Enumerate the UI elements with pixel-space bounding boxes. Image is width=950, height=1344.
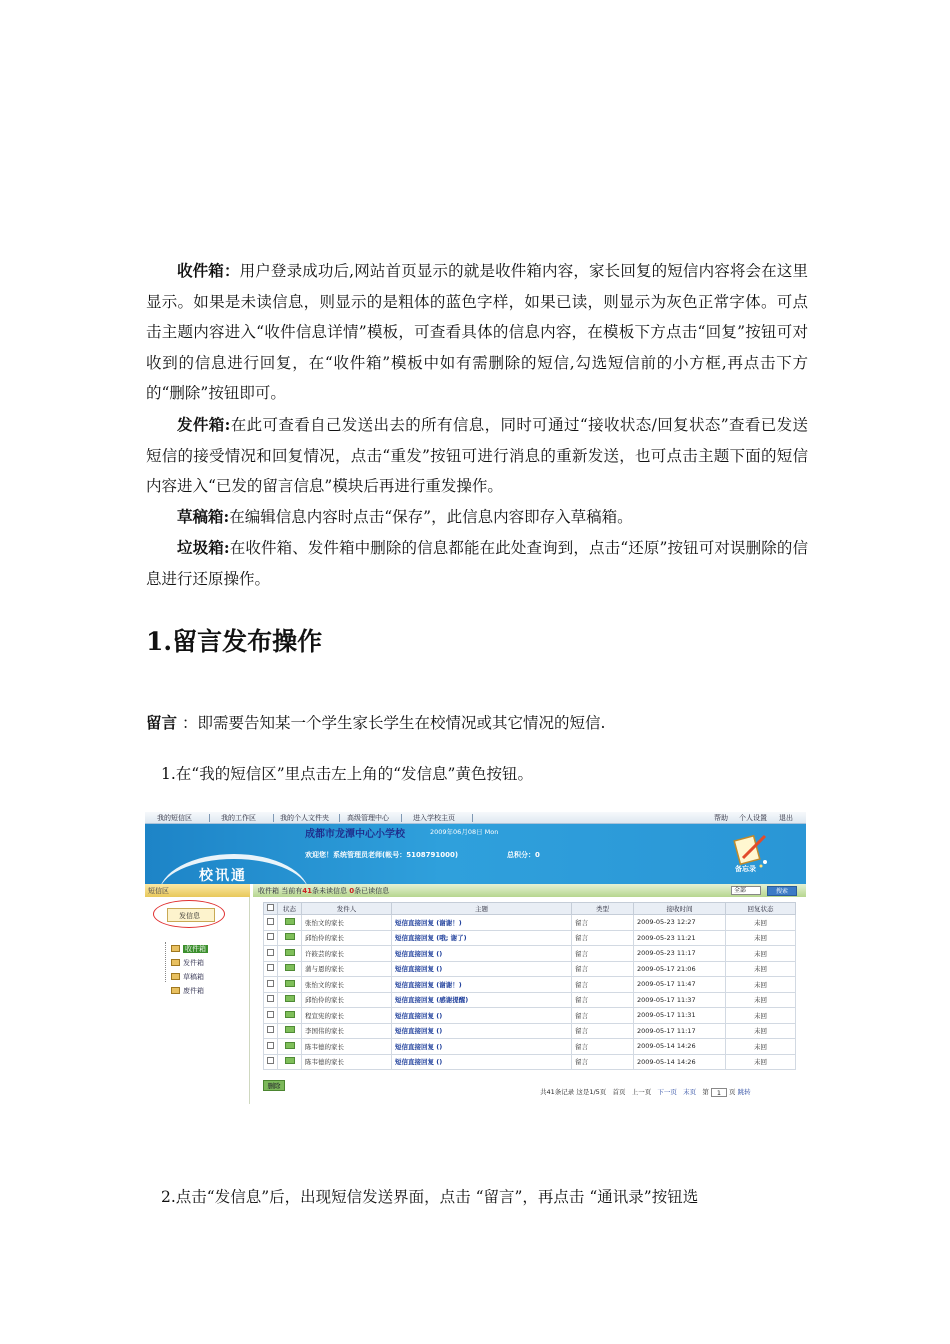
type-cell: 留言 [572, 977, 634, 993]
table-row[interactable] [264, 1054, 796, 1070]
drafts-paragraph [146, 502, 808, 533]
table-row[interactable] [264, 961, 796, 977]
table-row[interactable] [264, 1008, 796, 1024]
icon-cell [264, 961, 278, 977]
sidebar-title: 短信区 [145, 884, 250, 897]
school-name: 成都市龙潭中心小学校 [305, 829, 405, 840]
icon-cell [264, 1039, 278, 1055]
type-cell: 留言 [572, 992, 634, 1008]
sender-cell: 张怡文的家长 [302, 915, 392, 931]
pager-next[interactable]: 下一页 [657, 1088, 677, 1096]
row-checkbox[interactable] [267, 949, 274, 956]
reply-status-cell: 未回 [726, 915, 796, 931]
sender-cell: 程宣宪的家长 [302, 1008, 392, 1024]
row-checkbox[interactable] [267, 1042, 274, 1049]
icon-cell [264, 1008, 278, 1024]
pager: 共41条记录 这是1/5页 首页 上一页 下一页 末页 第 1 页 跳转 [540, 1088, 751, 1097]
nav-my-sms[interactable]: 我的短信区 [157, 814, 192, 822]
section-heading: 1.留言发布操作 [146, 627, 323, 656]
folder-icon [171, 973, 180, 980]
icon-cell [264, 1054, 278, 1070]
type-cell: 留言 [572, 1008, 634, 1024]
nav-settings[interactable]: 个人设置 [739, 814, 767, 822]
row-checkbox[interactable] [267, 933, 274, 940]
row-checkbox[interactable] [267, 918, 274, 925]
envelope-icon [285, 964, 295, 971]
reply-status-cell: 未回 [726, 930, 796, 946]
folder-icon [171, 987, 180, 994]
subject-link[interactable]: 短信直接回复 () [392, 961, 572, 977]
type-cell: 留言 [572, 946, 634, 962]
nav-help[interactable]: 帮助 [714, 814, 728, 822]
subject-link[interactable]: 短信直接回复 () [392, 1008, 572, 1024]
pager-last[interactable]: 末页 [683, 1088, 697, 1096]
time-cell: 2009-05-17 11:47 [634, 977, 726, 993]
envelope-icon [285, 1057, 295, 1064]
table-row[interactable] [264, 1023, 796, 1039]
type-cell: 留言 [572, 1023, 634, 1039]
icon-cell [278, 1039, 302, 1055]
folder-icon [171, 945, 180, 952]
sender-cell: 李国伟的家长 [302, 1023, 392, 1039]
subject-link[interactable]: 短信直接回复 () [392, 1054, 572, 1070]
select-all-checkbox[interactable] [267, 904, 274, 911]
pager-first[interactable]: 首页 [612, 1088, 626, 1096]
sender-cell: 陈韦德的家长 [302, 1054, 392, 1070]
time-cell: 2009-05-23 11:17 [634, 946, 726, 962]
table-row[interactable] [264, 977, 796, 993]
row-checkbox[interactable] [267, 980, 274, 987]
search-button[interactable]: 搜索 [767, 886, 797, 896]
col-sender: 发件人 [302, 903, 392, 915]
icon-cell [264, 915, 278, 931]
folder-icon [171, 959, 180, 966]
reply-status-cell: 未回 [726, 1039, 796, 1055]
sidebar [145, 884, 250, 1104]
reply-status-cell: 未回 [726, 1054, 796, 1070]
col-status: 状态 [278, 903, 302, 915]
icon-cell [264, 930, 278, 946]
compose-label: 发信息 [179, 912, 200, 920]
col-select[interactable] [264, 903, 278, 915]
current-date: 2009年06月08日 Mon [430, 828, 499, 836]
row-checkbox[interactable] [267, 1011, 274, 1018]
icon-cell [264, 1023, 278, 1039]
table-row[interactable] [264, 1039, 796, 1055]
row-checkbox[interactable] [267, 964, 274, 971]
definition-lead: 留言 [146, 713, 178, 732]
inbox-panel [253, 884, 806, 1104]
icon-cell [278, 930, 302, 946]
envelope-icon [285, 918, 295, 925]
reply-status-cell: 未回 [726, 1008, 796, 1024]
page-input[interactable]: 1 [711, 1088, 727, 1097]
welcome-text: 欢迎您！系统管理员老师(帐号：5108791000) [305, 851, 459, 859]
time-cell: 2009-05-23 11:21 [634, 930, 726, 946]
subject-link[interactable]: 短信直接回复 (哦; 谢了) [392, 930, 572, 946]
type-cell: 留言 [572, 1039, 634, 1055]
tree-line [165, 942, 166, 982]
sender-cell: 邱怡伶的家长 [302, 992, 392, 1008]
sms-app-screenshot [145, 812, 806, 1104]
col-reply-status: 回复状态 [726, 903, 796, 915]
reply-status-cell: 未回 [726, 1023, 796, 1039]
inbox-paragraph [146, 256, 808, 409]
icon-cell [278, 946, 302, 962]
table-row[interactable] [264, 915, 796, 931]
reply-status-cell: 未回 [726, 946, 796, 962]
sender-cell: 蒲与恩的家长 [302, 961, 392, 977]
pager-prev[interactable]: 上一页 [631, 1088, 652, 1096]
type-cell: 留言 [572, 915, 634, 931]
step-1: 1.在“我的短信区”里点击左上角的“发信息”黄色按钮。 [161, 765, 533, 783]
nav-logout[interactable]: 退出 [779, 814, 793, 822]
pager-go[interactable]: 跳转 [737, 1088, 751, 1096]
icon-cell [278, 1008, 302, 1024]
time-cell: 2009-05-14 14:26 [634, 1039, 726, 1055]
outbox-paragraph [146, 410, 808, 502]
envelope-icon [285, 980, 295, 987]
time-cell: 2009-05-17 11:31 [634, 1008, 726, 1024]
sender-cell: 邱怡伶的家长 [302, 930, 392, 946]
type-cell: 留言 [572, 1054, 634, 1070]
icon-cell [278, 977, 302, 993]
envelope-icon [285, 1011, 295, 1018]
memo-label[interactable]: 备忘录 [735, 865, 756, 873]
subject-link[interactable]: 短信直接回复 () [392, 1039, 572, 1055]
type-cell: 留言 [572, 930, 634, 946]
reply-status-cell: 未回 [726, 961, 796, 977]
folder-inbox[interactable]: 收件箱 [171, 944, 208, 955]
col-time: 接收时间 [634, 903, 726, 915]
reply-status-cell: 未回 [726, 977, 796, 993]
subject-link[interactable]: 短信直接回复 (谢谢！) [392, 977, 572, 993]
icon-cell [278, 961, 302, 977]
trash-text: 在收件箱、发件箱中删除的信息都能在此处查询到，点击“还原”按钮可对误删除的信息进行还原操作。 [146, 539, 808, 588]
table-row[interactable] [264, 946, 796, 962]
folder-trash[interactable]: 废件箱 [171, 986, 204, 997]
folder-outbox[interactable]: 发件箱 [171, 958, 204, 969]
definition-line [146, 711, 605, 733]
type-cell: 留言 [572, 961, 634, 977]
compose-button[interactable] [167, 908, 215, 922]
envelope-icon [285, 933, 295, 940]
envelope-icon [285, 995, 295, 1002]
message-table [263, 902, 796, 1070]
sender-cell: 张怡文的家长 [302, 977, 392, 993]
inbox-status-bar: 收件箱 当前有41条未读信息 0条已读信息 [253, 884, 806, 897]
app-logo: 校讯通 [199, 868, 247, 884]
definition-text: ：即需要告知某一个学生家长学生在校情况或其它情况的短信. [181, 714, 606, 732]
reply-status-cell: 未回 [726, 992, 796, 1008]
sender-cell: 陈韦德的家长 [302, 1039, 392, 1055]
envelope-icon [285, 1042, 295, 1049]
envelope-icon [285, 1026, 295, 1033]
envelope-icon [285, 949, 295, 956]
sender-cell: 许筱芸的家长 [302, 946, 392, 962]
icon-cell [264, 946, 278, 962]
col-subject: 主题 [392, 903, 572, 915]
row-checkbox[interactable] [267, 1026, 274, 1033]
icon-cell [264, 992, 278, 1008]
banner [145, 824, 806, 884]
time-cell: 2009-05-17 11:37 [634, 992, 726, 1008]
subject-link[interactable]: 短信直接回复 () [392, 1023, 572, 1039]
folder-drafts[interactable]: 草稿箱 [171, 972, 204, 983]
subject-link[interactable]: 短信直接回复 () [392, 946, 572, 962]
icon-cell [278, 1023, 302, 1039]
inbox-lead: 收件箱： [177, 261, 240, 280]
subject-link[interactable]: 短信直接回复 (谢谢！) [392, 915, 572, 931]
time-cell: 2009-05-17 21:06 [634, 961, 726, 977]
top-nav [145, 812, 806, 824]
outbox-lead: 发件箱: [177, 415, 231, 434]
nav-admin-center[interactable]: 高级管理中心 [347, 814, 389, 822]
col-type: 类型 [572, 903, 634, 915]
table-row[interactable] [264, 992, 796, 1008]
icon-cell [278, 915, 302, 931]
row-checkbox[interactable] [267, 1057, 274, 1064]
points-text: 总积分：0 [507, 851, 540, 859]
drafts-lead: 草稿箱: [177, 507, 230, 526]
inbox-text: 用户登录成功后,网站首页显示的就是收件箱内容，家长回复的短信内容将会在这里显示。如果是未读信息，则显示的是粗体的蓝色字样，如果已读，则显示为灰色正常字体。可点击主题内容进入“收件信息详情”模板，可查看具体的信息内容，在模板下方点击“回复”按钮可对收到的信息进行回复，在“收件箱”模板中如有需删除的短信,勾选短信前的小方框,再点击下方的“删除”按钮即可。 [146, 262, 808, 402]
nav-my-work[interactable]: 我的工作区 [221, 814, 256, 822]
outbox-text: 在此可查看自己发送出去的所有信息，同时可通过“接收状态/回复状态”查看已发送短信的接受情况和回复情况，点击“重发”按钮可进行消息的重新发送，也可点击主题下面的短信内容进入“已发的留言信息”模块后再进行重发操作。 [146, 416, 808, 495]
row-checkbox[interactable] [267, 995, 274, 1002]
table-row[interactable] [264, 930, 796, 946]
step-2: 2.点击“发信息”后，出现短信发送界面，点击 “留言”，再点击 “通讯录”按钮选 [161, 1188, 699, 1206]
subject-link[interactable]: 短信直接回复 (感谢提醒) [392, 992, 572, 1008]
trash-lead: 垃圾箱: [177, 538, 230, 557]
nav-school-home[interactable]: 进入学校主页 [413, 814, 455, 822]
filter-select[interactable]: 全部 [731, 886, 761, 895]
delete-button[interactable]: 删除 [263, 1080, 285, 1091]
icon-cell [278, 1054, 302, 1070]
icon-cell [278, 992, 302, 1008]
time-cell: 2009-05-23 12:27 [634, 915, 726, 931]
time-cell: 2009-05-17 11:17 [634, 1023, 726, 1039]
time-cell: 2009-05-14 14:26 [634, 1054, 726, 1070]
drafts-text: 在编辑信息内容时点击“保存”，此信息内容即存入草稿箱。 [229, 508, 633, 526]
trash-paragraph [146, 533, 808, 594]
icon-cell [264, 977, 278, 993]
nav-my-files[interactable]: 我的个人文件夹 [280, 814, 329, 822]
